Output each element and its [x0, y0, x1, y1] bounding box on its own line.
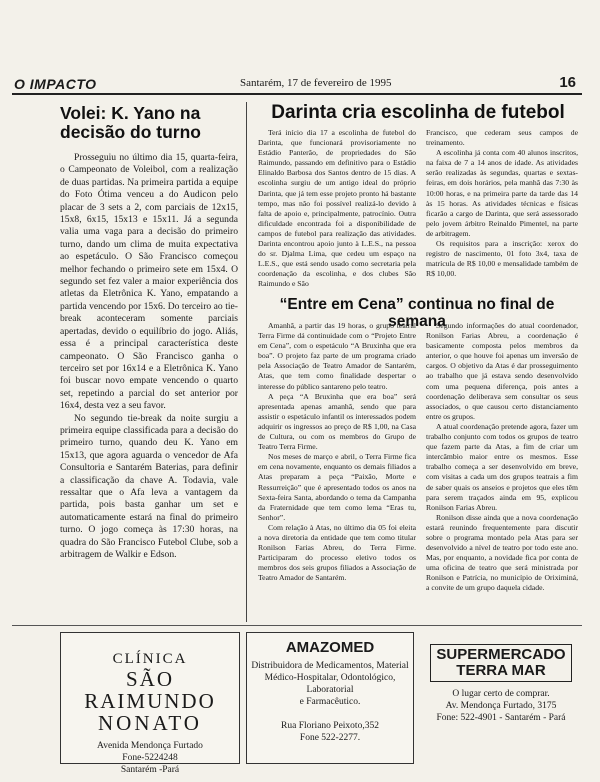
volei-headline: Volei: K. Yano na decisão do turno [60, 103, 201, 142]
teatro-col1 [258, 321, 416, 583]
clinica-city: Santarém -Pará [120, 765, 180, 775]
teatro-col2 [426, 321, 578, 594]
amazomed-phone: Fone 522-2277. [299, 733, 361, 743]
darinta-col2 [426, 128, 578, 279]
teatro-headline: “Entre em Cena” continua no final de semana [279, 296, 555, 330]
clinica-name: SÃO RAIMUNDO [84, 667, 216, 713]
ads-rule [12, 625, 582, 626]
dateline: Santarém, 17 de fevereiro de 1995 [240, 77, 392, 89]
clinica-phone: Fone-5224248 [122, 753, 178, 763]
publication-name: O IMPACTO [14, 76, 97, 92]
clinica-name-2: NONATO [98, 711, 202, 735]
teatro-paragraph: Ronilson disse ainda que a nova coordenação estará reunindo frequentemente para discutir sobre o programa montado pela Atas para ser desenvolvido a nível de teatro por todo este ano. Mas, por enquanto, a novidade fica por conta de uma oficina de teatro que será ministrada por Ronilson e Patrícia, no município de Oriximiná, a convite de um grupo daquela cidade. [426, 512, 578, 593]
darinta-paragraph: Francisco, que cederam seus campos de treinamento. [426, 128, 578, 148]
amazomed-line: Distribuidora de Medicamentos, Material [251, 661, 409, 671]
supermercado-slogan: O lugar certo de comprar. [452, 689, 550, 699]
darinta-headline: Darinta cria escolinha de futebol [271, 102, 565, 123]
volei-paragraph: No segundo tie-break da noite surgiu a primeira equipe classificada para a decisão do primeiro turno, quando deu K. Yano em 15x13, que agora aguarda o vencedor de Afa Consultoria e Santarém Baterias, para definir a classificação da chave A. Todavia, vale ressaltar que o Afa leva a vantagem da partida, pois basta ganhar um set e automaticamente estará na final do primeiro turno. O jogo começa às 17:30 horas, na quadra do São Francisco Futebol Clube, sob a arbitragem de Walkir e Edson. [60, 412, 238, 560]
amazomed-title: AMAZOMED [285, 639, 375, 656]
supermercado-title-box [430, 644, 572, 682]
header-rule [12, 93, 582, 95]
teatro-paragraph: Segundo informações do atual coordenador, Ronilson Farias Abreu, a coordenação é basicamente composta pelos membros da anterior, o que houve foi apenas um inversão de cargos. O objetivo da Atas é dar prosseguimento ao trabalho que já estava sendo desenvolvido com uma pequena diferença, pois antes a coordenação deliberava sem consultar os seus associados, o que causou certo distanciamento entre os grupos. [426, 321, 578, 421]
teatro-paragraph: Com relação à Atas, no último dia 05 foi eleita a nova diretoria da entidade que tem como titular Ronilson Farias Abreu, do Terra Firme. Participaram do processo eletivo todos os membros dos seis grupos filiados a Associação de Teatro Amador de Santarém. [258, 522, 416, 583]
clinica-address: Avenida Mendonça Furtado [97, 741, 203, 751]
darinta-paragraph: Os requisitos para a inscrição: xerox do registro de nascimento, 01 foto 3x4, taxa de matrícula de R$ 10,00 e mensalidade também de R$ 10,00. [426, 239, 578, 279]
darinta-col1 [258, 128, 416, 290]
teatro-paragraph: A atual coordenação pretende agora, fazer um trabalho conjunto com todos os grupos de teatro que fazem parte da Atas, a fim de criar um intercâmbio maior entre os mesmos. Esse trabalho começa a ser desenvolvido em breve, com visitas a cada um dos grupos teatrais a fim de saber quais os anseios e projetos que eles têm para serem traçados ainda em 95, explicou Ronilson Farias Abreu. [426, 421, 578, 512]
supermercado-phone: Fone: 522-4901 - Santarém - Pará [436, 713, 566, 723]
teatro-paragraph: Amanhã, a partir das 19 horas, o grupo teatral Terra Firme dá continuidade com o “Projeto Entre em Cena”, com o espetáculo “A Bruxinha que era boa”. O projeto faz parte de um programa criado pela Associação de Teatro Amador de Santarém, Atas, que tem como finalidade despertar o interesse do público santareno pelo teatro. [258, 321, 416, 391]
supermercado-title: SUPERMERCADO [436, 646, 566, 663]
clinica-label: CLÍNICA [112, 651, 188, 667]
teatro-paragraph: Nos meses de março e abril, o Terra Firme fica em cena novamente, enquanto os demais filiados a Atas preparam a peça “Paixão, Morte e Ressurreição” que é apresentado todos os anos na Sexta-feira Santa, abordando o tema da Campanha da Fraternidade que tem como lema “Eras tu, Senhor”. [258, 452, 416, 522]
amazomed-line: Laboratorial [306, 685, 354, 695]
volei-body [60, 152, 238, 561]
teatro-paragraph: A peça “A Bruxinha que era boa” será apresentada apenas amanhã, sendo que para assistir o espetáculo infantil os interessados podem adquirir os ingressos ao preço de R$ 1,00, na Casa de Cultura, ou com os membros do Grupo de Teatro Terra Firme. [258, 391, 416, 452]
darinta-paragraph: Terá início dia 17 a escolinha de futebol do Darinta, que funcionará provisoriamente no Estádio Panterão, de propriedades do São Raimundo, passando em definitivo para o Estádio Elinaldo Barbosa dos Santos dentro de 15 dias. A escolinha surgiu de um antigo ideal do próprio Darinta, que já tem esse projeto pronto há bastante tempo, mas não foi possível realizá-lo devido à falta de apoio e, principalmente, patrocínio. Outra dificuldade encontrada foi a disponibilidade de campos de futebol para realização das atividades. Darinta encontrou apoio junto à L.E.S., na pessoa do sr. Djalma Lima, que cedeu um espaço na L.E.S., que está sendo usado como secretaria pela coordenação da escolinha, e dos clubes São Raimundo e São [258, 128, 416, 289]
ad-clinica [60, 632, 240, 775]
amazomed-address: Rua Floriano Peixoto,352 [281, 721, 379, 731]
supermercado-address: Av. Mendonça Furtado, 3175 [445, 701, 557, 711]
ad-supermercado [420, 632, 582, 762]
amazomed-line: Médico-Hospitalar, Odontológico, [264, 673, 396, 683]
volei-paragraph: Prosseguiu no último dia 15, quarta-feira, o Campeonato de Voleibol, com a realização de duas partidas. Na primeira partida a equipe do Foto Ótima venceu a do Audicon pelo placar de 3 sets a 2, com parciais de 12x15, 15x8, 6x15, 15x13 e 15x11. Já a segunda valia uma vaga para a decisão do primeiro turno, dando um clima de muita expectativa ao espetáculo. O São Francisco começou melhor fechando o primeiro sete em 15x4. O segundo set fez valer a maior experiência dos atletas da Eletrônica K. Yano, empatando a partida vencendo por 15x6. Do terceiro ao tie-break aconteceram somente parciais apertadas, devido o equilíbrio do jogo. Aliás, essa é a principal característica deste campeonato. O São Francisco ganha o terceiro set por 16x14 e a Eletrônica K. Yano foi buscar novo empate vencendo o quarto set, repetindo a parcial do set anterior por 16x4, desta vez a seu favor. [60, 152, 238, 412]
darinta-paragraph: A escolinha já conta com 40 alunos inscritos, na faixa de 7 a 14 anos de idade. As atividades serão realizadas às segundas, quartas e sextas-feiras, em dois horários, pela manhã das 7:30 às 10:00 horas, e na primeira parte da tarde das 14 às 15 horas. As atividades técnicas e físicas ficarão a cargo de Darinta, que será assessorado pelo jovem árbitro Reinaldo Pimentel, na parte de arbitragem. [426, 148, 578, 238]
ad-amazomed [246, 632, 414, 764]
page-number: 16 [559, 74, 576, 91]
column-divider [246, 102, 247, 622]
amazomed-line: e Farmacêutico. [299, 697, 361, 707]
supermercado-name: TERRA MAR [456, 662, 546, 679]
